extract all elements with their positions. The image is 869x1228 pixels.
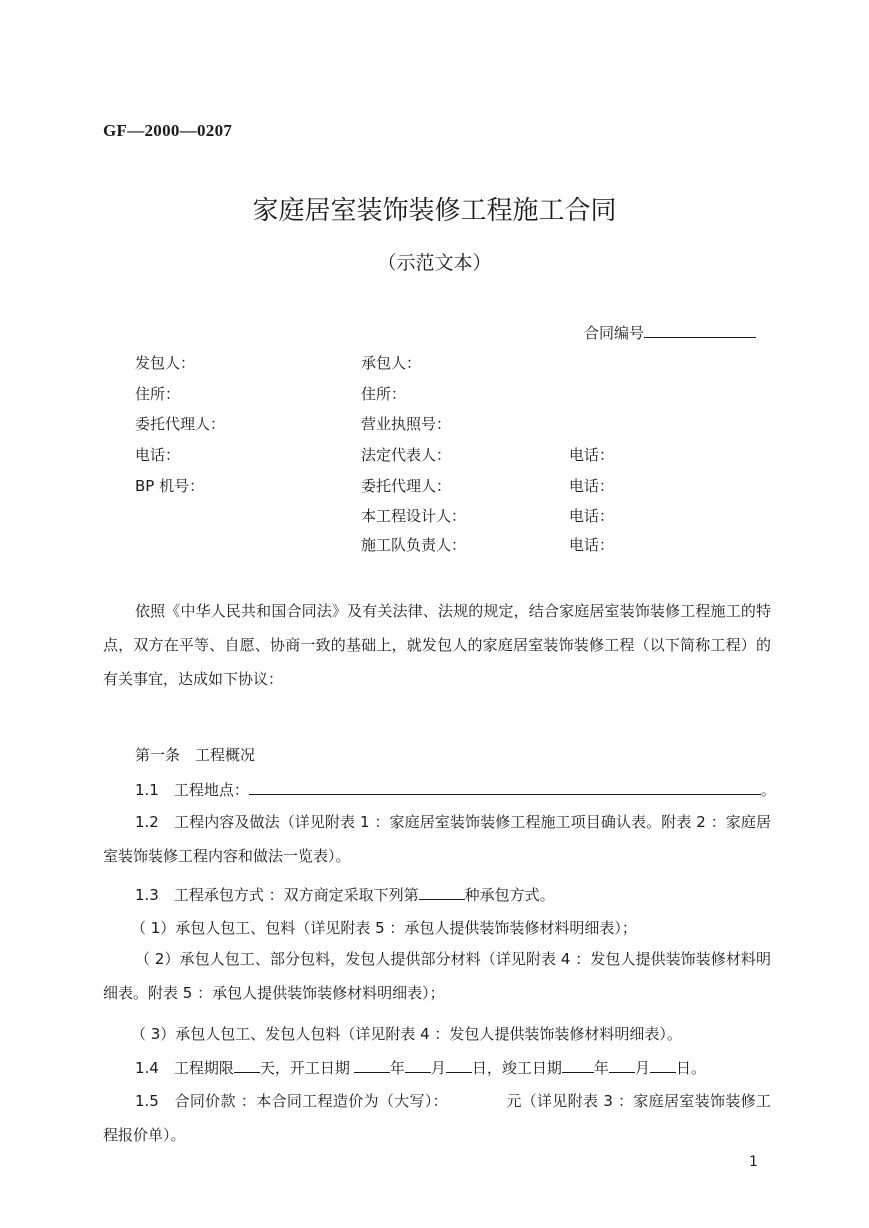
foreman-phone-label: 电话： — [569, 536, 615, 554]
end-month-blank — [609, 1058, 635, 1073]
start-month-label: 月 — [430, 1059, 446, 1077]
end-date-label: 日，竣工日期 — [471, 1059, 562, 1077]
item-1-5 — [103, 1084, 771, 1152]
document-code: GF—2000—0207 — [103, 121, 233, 140]
end-day-blank — [650, 1058, 676, 1073]
contract-mode-blank — [419, 885, 465, 900]
contractor-address-label: 住所： — [361, 385, 407, 403]
contractor-designer-label: 本工程设计人： — [361, 507, 467, 525]
end-year-label: 年 — [593, 1059, 609, 1077]
preamble-paragraph: 依照《中华人民共和国合同法》及有关法律、法规的规定，结合家庭居室装饰装修工程施工的特点，双方在平等、自愿、协商一致的基础上，就发包人的家庭居室装饰装修工程（以下简称工程）的有关事宜，达成如下协议： — [103, 602, 771, 688]
employer-bp-label: BP 机号： — [135, 477, 205, 495]
start-day-blank — [446, 1058, 472, 1073]
start-date-label: 天，开工日期 — [259, 1059, 350, 1077]
end-day-label: 日。 — [675, 1059, 706, 1077]
agent-phone-label: 电话： — [569, 477, 615, 495]
contract-subtitle: （示范文本） — [377, 252, 492, 274]
start-month-blank — [405, 1058, 431, 1073]
start-year-label: 年 — [389, 1059, 405, 1077]
item-1-3-text-a: 1.3 工程承包方式 ：双方商定采取下列第 — [135, 886, 419, 904]
contract-number-field — [584, 322, 756, 343]
employer-address-label: 住所： — [135, 385, 181, 403]
start-year-blank — [354, 1058, 390, 1073]
contractor-foreman-label: 施工队负责人： — [361, 536, 467, 554]
contract-number-blank — [644, 323, 756, 338]
legal-rep-phone-label: 电话： — [569, 446, 615, 464]
option-2: （ 2）承包人包工、部分包料，发包人提供部分材料（详见附表 4 ：发包人提供装饰装修材料明细表。附表 5 ：承包人提供装饰装修材料明细表）； — [103, 950, 771, 1002]
item-1-3 — [135, 884, 555, 905]
contractor-name-label: 承包人： — [361, 354, 422, 372]
days-blank — [234, 1058, 260, 1073]
contract-title: 家庭居室装饰装修工程施工合同 — [252, 196, 617, 226]
end-year-blank — [562, 1058, 594, 1073]
item-1-5-text-a: 1.5 合同价款 ：本合同工程造价为（大写）： — [135, 1092, 448, 1110]
item-1-2: 1.2 工程内容及做法（详见附表 1 ：家庭居室装饰装修工程施工项目确认表。附表 2 ：家庭居室装饰装修工程内容和做法一览表）。 — [103, 813, 771, 865]
employer-phone-label: 电话： — [135, 446, 181, 464]
item-1-1 — [135, 779, 776, 800]
contractor-legal-rep-label: 法定代表人： — [361, 446, 452, 464]
end-month-label: 月 — [634, 1059, 650, 1077]
item-1-5-text-b: 元（详见附表 3 ：家庭居室装饰装修工程报价单）。 — [103, 1092, 771, 1144]
employer-agent-label: 委托代理人： — [135, 415, 226, 433]
article-1-heading: 第一条 工程概况 — [135, 746, 256, 764]
page-number: 1 — [749, 1154, 758, 1170]
item-1-1-end: 。 — [760, 781, 776, 799]
site-address-blank — [249, 780, 761, 795]
option-3: （ 3）承包人包工、发包人包料（详见附表 4 ：发包人提供装饰装修材料明细表）。 — [131, 1025, 682, 1043]
contract-number-label: 合同编号 — [584, 324, 645, 342]
contractor-agent-label: 委托代理人： — [361, 477, 452, 495]
designer-phone-label: 电话： — [569, 507, 615, 525]
item-1-4 — [135, 1057, 706, 1078]
contractor-license-label: 营业执照号： — [361, 415, 452, 433]
item-1-1-label: 1.1 工程地点： — [135, 781, 249, 799]
employer-name-label: 发包人： — [135, 354, 196, 372]
option-1: （ 1）承包人包工、包料（详见附表 5 ：承包人提供装饰装修材料明细表）； — [131, 919, 637, 937]
item-1-3-text-b: 种承包方式。 — [464, 886, 555, 904]
period-label: 1.4 工程期限 — [135, 1059, 234, 1077]
